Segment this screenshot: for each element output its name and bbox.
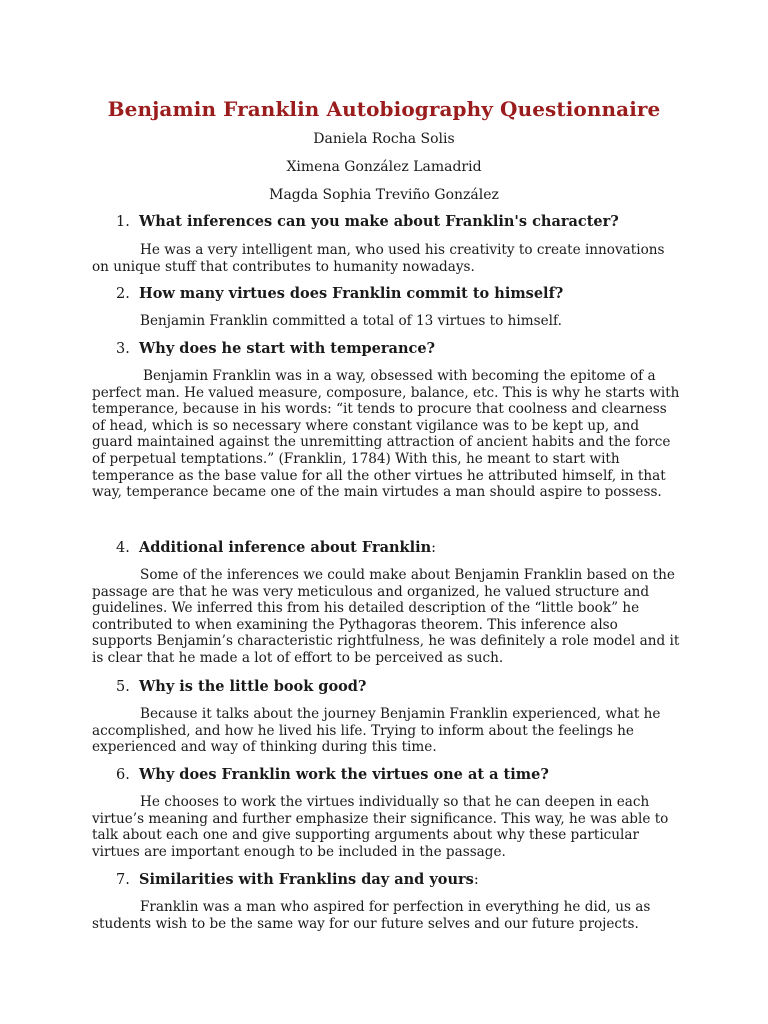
author-1: Daniela Rocha Solis bbox=[313, 131, 455, 147]
question-text: Why does he start with temperance? bbox=[139, 340, 436, 357]
question-3 bbox=[116, 340, 435, 357]
answer-5: Because it talks about the journey Benjamin Franklin experienced, what he accomplished, and how he lived his life. Trying to inform about the feelings he experienced and way of thinking during this time. bbox=[92, 706, 661, 756]
document-title: Benjamin Franklin Autobiography Questionnaire bbox=[107, 97, 661, 121]
answer-2: Benjamin Franklin committed a total of 13 virtues to himself. bbox=[140, 313, 562, 329]
answer-1: He was a very intelligent man, who used his creativity to create innovations on unique stuff that contributes to humanity nowadays. bbox=[92, 242, 665, 275]
question-4 bbox=[116, 539, 436, 556]
author-2: Ximena González Lamadrid bbox=[286, 159, 482, 175]
question-text: How many virtues does Franklin commit to himself? bbox=[139, 285, 564, 302]
question-number: 1. bbox=[116, 214, 130, 230]
question-number: 4. bbox=[116, 540, 130, 556]
question-tail: : bbox=[473, 872, 479, 888]
question-number: 7. bbox=[116, 872, 130, 888]
author-3: Magda Sophia Treviño González bbox=[269, 187, 499, 203]
question-1 bbox=[116, 213, 619, 230]
question-text: Additional inference about Franklin bbox=[139, 539, 432, 556]
question-number: 2. bbox=[116, 286, 130, 302]
answer-6: He chooses to work the virtues individually so that he can deepen in each virtue’s meaning and further emphasize their significance. This way, he was able to talk about each one and give supporting arguments about why these particular virtues are important enough to be included in the passage. bbox=[92, 794, 669, 860]
question-text: What inferences can you make about Franklin's character? bbox=[139, 213, 619, 230]
question-number: 6. bbox=[116, 767, 130, 783]
answer-3: Benjamin Franklin was in a way, obsessed with becoming the epitome of a perfect man. He valued measure, composure, balance, etc. This is why he starts with temperance, because in his words: “it tends to procure that coolness and clearness of head, which is so necessary where constant vigilance was to be kept up, and guard maintained against the unremitting attraction of ancient habits and the force of perpetual temptations.” (Franklin, 1784) With this, he meant to start with temperance as the base value for all the other virtues he attributed himself, in that way, temperance became one of the main virtudes a man should aspire to possess. bbox=[92, 368, 680, 501]
answer-7: Franklin was a man who aspired for perfection in everything he did, us as students wish to be the same way for our future selves and our future projects. bbox=[92, 899, 651, 932]
question-text: Why is the little book good? bbox=[139, 678, 367, 695]
question-text: Why does Franklin work the virtues one at a time? bbox=[139, 766, 549, 783]
question-7 bbox=[116, 871, 479, 888]
question-number: 5. bbox=[116, 679, 130, 695]
question-tail: : bbox=[431, 540, 437, 556]
question-2 bbox=[116, 285, 563, 302]
question-number: 3. bbox=[116, 341, 130, 357]
question-5 bbox=[116, 678, 366, 695]
question-text: Similarities with Franklins day and yours bbox=[139, 871, 474, 888]
question-6 bbox=[116, 766, 549, 783]
answer-4: Some of the inferences we could make about Benjamin Franklin based on the passage are that he was very meticulous and organized, he valued structure and guidelines. We inferred this from his detailed description of the “little book” he contributed to when examining the Pythagoras theorem. This inference also supports Benjamin’s characteristic rightfulness, he was definitely a role model and it is clear that he made a lot of effort to be perceived as such. bbox=[92, 567, 680, 666]
